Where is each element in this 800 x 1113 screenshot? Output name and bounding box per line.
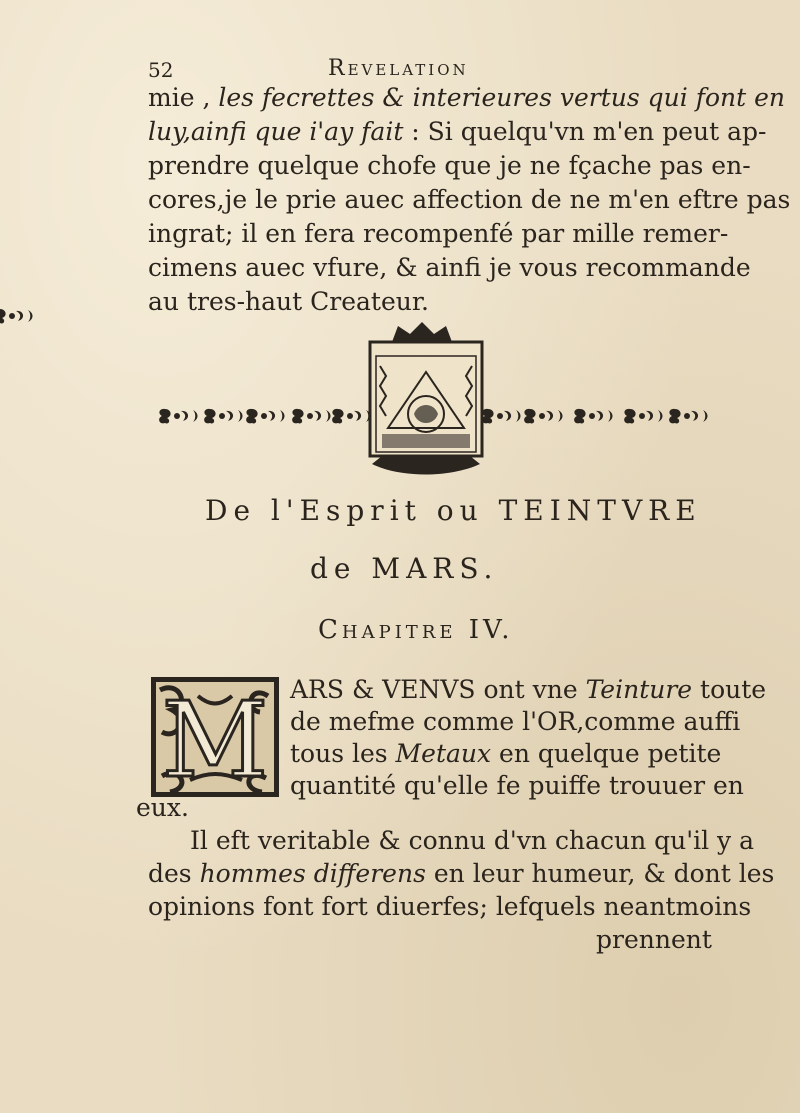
text-run: au tres-haut Createur. (148, 287, 429, 316)
italic-text: hommes differens (199, 859, 426, 888)
page-number: 52 (148, 58, 174, 82)
left-fleuron-band (0, 309, 371, 424)
text-run: en leur humeur, & dont les (425, 859, 775, 888)
text-run: prennent (596, 925, 712, 954)
text-run: toute (692, 675, 767, 704)
text-run: des (148, 859, 200, 888)
italic-text: Teinture (585, 675, 693, 704)
text-line (148, 891, 752, 923)
text-line (190, 825, 755, 857)
drop-cap-letter: M (161, 679, 269, 801)
text-run: quantité qu'elle fe puiffe trouuer en (290, 771, 744, 800)
section-title-line-2: de MARS. (310, 552, 499, 585)
text-run: mie , (148, 83, 219, 112)
text-run: prendre quelque chofe que je ne fçache pas en- (148, 151, 751, 180)
running-head: Revelation (328, 56, 469, 81)
drop-cap-woodcut (150, 676, 280, 801)
text-line (148, 858, 775, 890)
text-line (596, 924, 716, 956)
text-line (148, 184, 791, 216)
text-run: : Si quelqu'vn m'en peut ap- (403, 117, 767, 146)
text-run: ARS & VENVS ont vne (290, 675, 586, 704)
text-run: cimens auec vfure, & ainfi je vous recommande (148, 253, 751, 282)
text-run: eux. (136, 793, 189, 822)
text-line (136, 792, 696, 824)
text-line (148, 150, 751, 182)
text-run: ingrat; il en fera recompenfé par mille remer- (148, 219, 729, 248)
italic-text: luy,ainfi que i'ay fait (148, 117, 404, 146)
text-run: de mefme comme l'OR,comme auffi (290, 707, 741, 736)
text-line (290, 674, 767, 706)
text-line (290, 706, 741, 738)
italic-text: Metaux (395, 739, 492, 768)
printers-ornament (0, 316, 800, 476)
text-run: tous les (290, 739, 396, 768)
italic-text: les fecrettes & interieures vertus qui font en (218, 83, 786, 112)
text-run: cores,je le prie auec affection de ne m'en eftre pas (148, 185, 791, 214)
text-line (290, 738, 722, 770)
text-line (148, 252, 751, 284)
right-fleuron-band (482, 409, 707, 424)
section-title-line-1: De l'Esprit ou TEINTVRE (205, 494, 702, 527)
text-line (148, 286, 708, 318)
woodcut-emblem (370, 322, 482, 475)
text-run: opinions font fort diuerfes; lefquels neantmoins (148, 892, 752, 921)
text-line (148, 82, 786, 114)
text-run: Il eft veritable & connu d'vn chacun qu'il y a (190, 826, 755, 855)
text-line (148, 218, 729, 250)
text-line (148, 116, 767, 148)
text-run: en quelque petite (491, 739, 722, 768)
emblem-motto: IN IPSIS (398, 347, 434, 356)
chapter-heading: Chapitre IV. (318, 615, 514, 645)
